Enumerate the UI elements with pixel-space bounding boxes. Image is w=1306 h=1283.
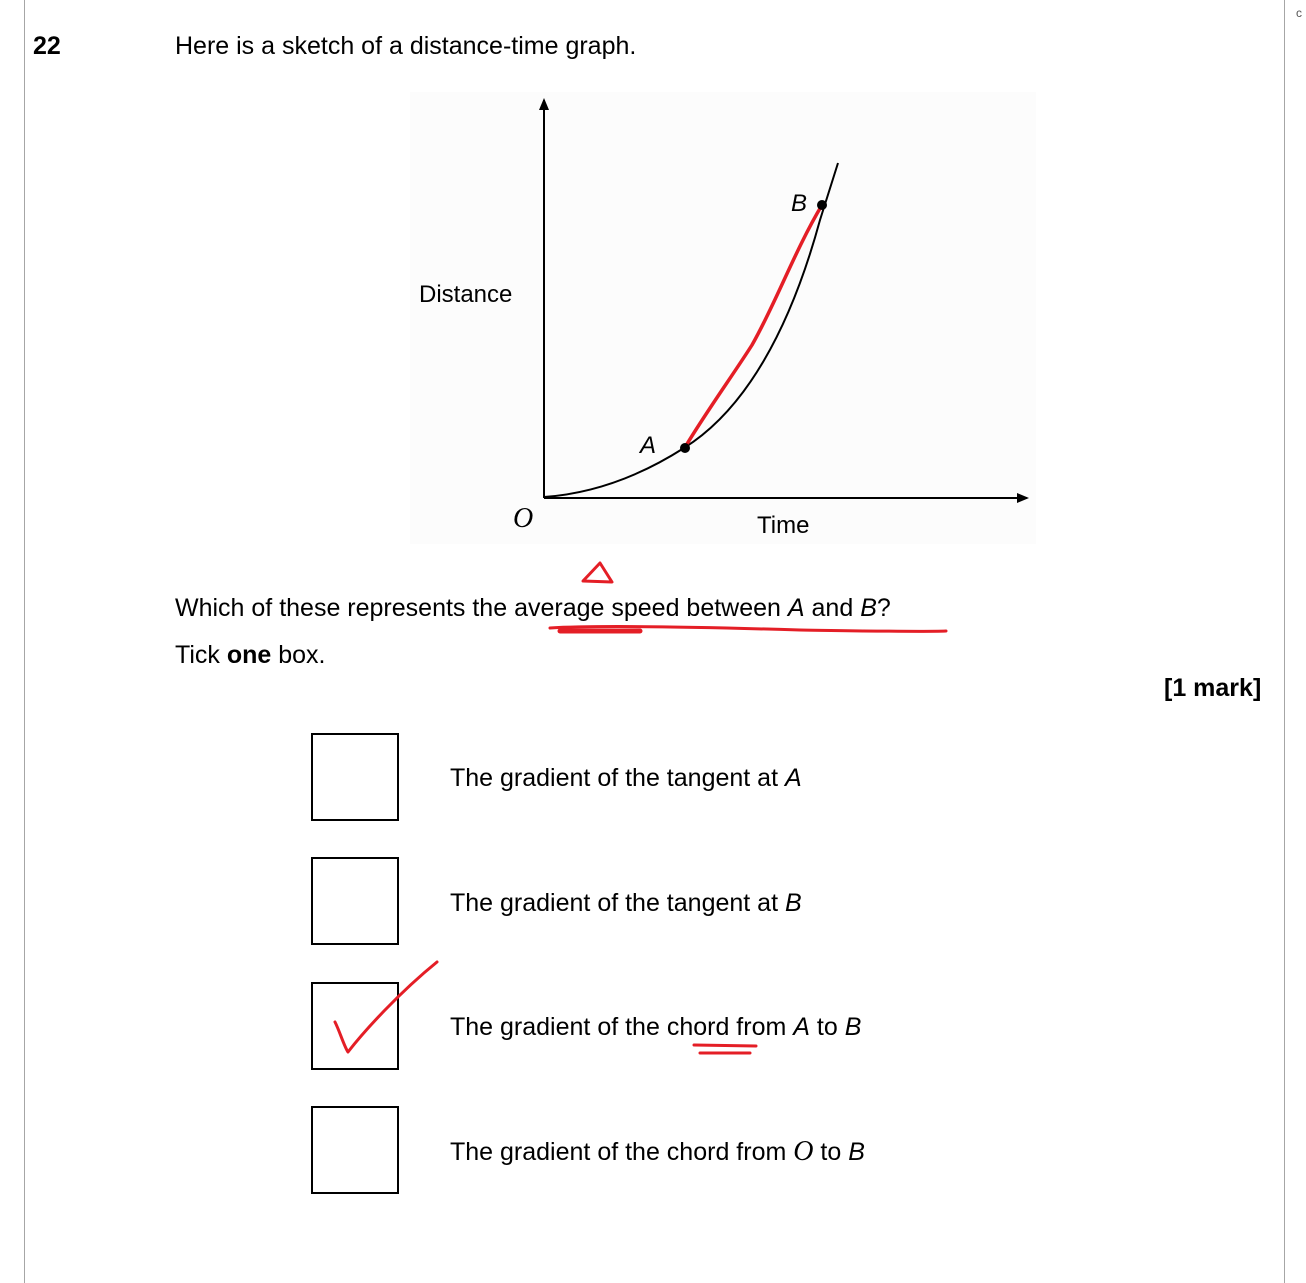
option-3-keyword: chord xyxy=(666,1013,730,1041)
option-2-point: B xyxy=(784,889,802,917)
instruction-bold: one xyxy=(226,641,272,669)
tick-instruction xyxy=(175,641,326,670)
option-4-label: The gradient of the chord from xyxy=(450,1138,794,1166)
prompt-point-b: B xyxy=(860,594,877,622)
option-4-checkbox[interactable] xyxy=(311,1106,399,1194)
prompt-text-2: average speed between xyxy=(514,594,788,622)
point-b-label: B xyxy=(791,190,808,217)
option-3-label-1: The gradient of the xyxy=(450,1013,667,1041)
page-edge-mark: c xyxy=(1296,6,1302,20)
prompt-text-4: ? xyxy=(876,594,891,622)
option-4-text xyxy=(450,1136,865,1168)
option-4-point-from: O xyxy=(793,1136,814,1167)
prompt-point-a: A xyxy=(787,594,805,622)
prompt-text-3: and xyxy=(804,594,861,622)
option-3-point-from: A xyxy=(793,1013,810,1041)
triangle-annotation xyxy=(583,563,612,582)
left-margin-line xyxy=(24,0,25,1283)
option-2-text xyxy=(450,889,802,918)
question-number: 22 xyxy=(33,32,61,60)
option-3-checkbox[interactable] xyxy=(311,982,399,1070)
origin-label: O xyxy=(513,503,534,534)
option-1-checkbox[interactable] xyxy=(311,733,399,821)
instruction-text-2: box. xyxy=(271,641,326,669)
question-intro: Here is a sketch of a distance-time graph. xyxy=(175,32,637,60)
y-axis-label: Distance xyxy=(419,281,513,308)
option-3-point-to: B xyxy=(844,1013,862,1041)
option-1-text xyxy=(450,764,802,793)
option-4-point-to: B xyxy=(848,1138,865,1166)
option-4-connector: to xyxy=(813,1138,849,1166)
chord-underline-1 xyxy=(694,1045,756,1046)
graph-panel xyxy=(410,92,1036,544)
option-3-text xyxy=(450,1013,861,1042)
option-3-label-2: from xyxy=(729,1013,794,1041)
question-underline-annotation xyxy=(550,627,946,632)
question-prompt xyxy=(175,594,891,623)
x-axis-label: Time xyxy=(757,512,810,539)
option-1-point: A xyxy=(784,764,802,792)
option-1-label: The gradient of the tangent at xyxy=(450,764,785,792)
marks-label: [1 mark] xyxy=(1164,674,1262,702)
point-a-label: A xyxy=(640,432,657,459)
option-2-checkbox[interactable] xyxy=(311,857,399,945)
option-3-connector: to xyxy=(809,1013,845,1041)
prompt-text-1: Which of these represents the xyxy=(175,594,515,622)
right-margin-line xyxy=(1284,0,1285,1283)
instruction-text-1: Tick xyxy=(175,641,227,669)
option-2-label: The gradient of the tangent at xyxy=(450,889,785,917)
